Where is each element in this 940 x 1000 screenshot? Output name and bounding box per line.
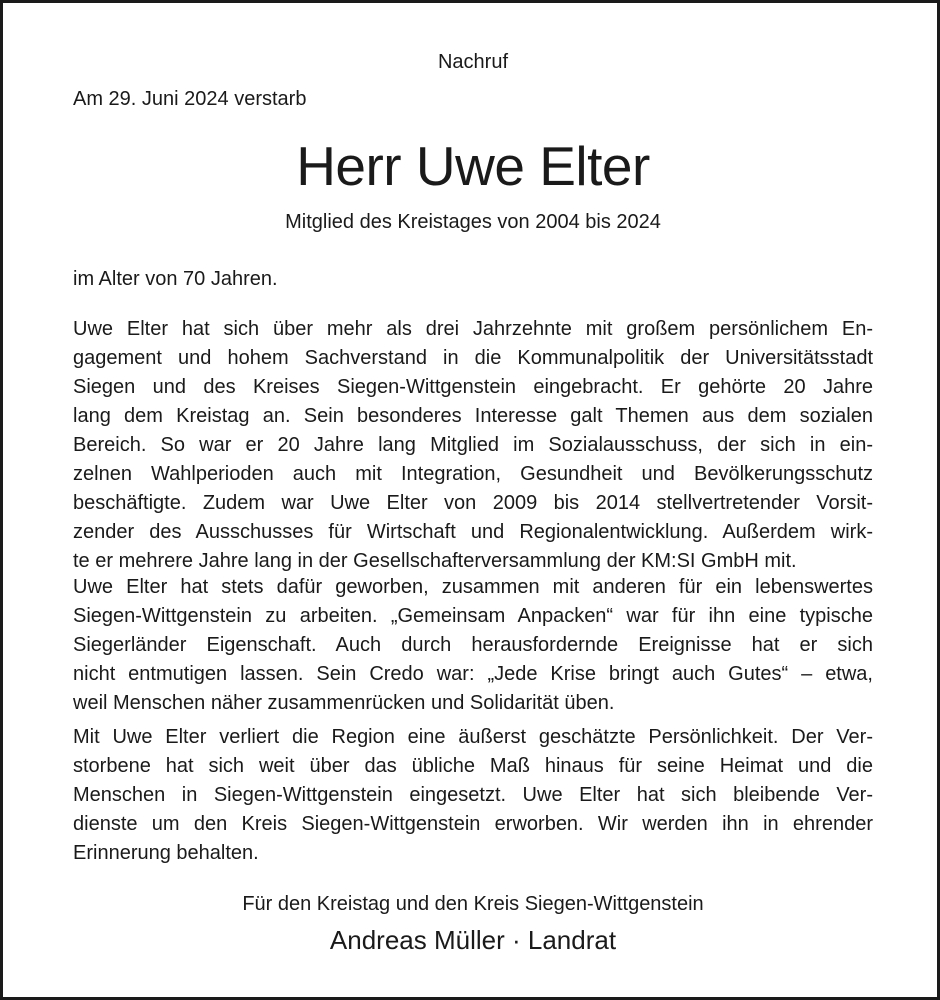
- intro-text: Am 29. Juni 2024 verstarb: [73, 88, 307, 110]
- deceased-name: Herr Uwe Elter: [296, 135, 650, 197]
- notice-heading: Nachruf: [437, 51, 509, 73]
- body-paragraph-1: [73, 315, 873, 576]
- signature-signatory: Andreas Müller · Landrat: [329, 925, 617, 955]
- paragraph-line: beschäftigte. Zudem war Uwe Elter von 2009 bis 2014 stellvertretender Vorsit-: [73, 492, 873, 514]
- paragraph-line: Mit Uwe Elter verliert die Region eine äußerst geschätzte Persönlichkeit. Der Ver-: [73, 726, 873, 748]
- paragraph-line: Uwe Elter hat stets dafür geworben, zusammen mit anderen für ein lebenswertes: [73, 576, 873, 598]
- paragraph-line: Uwe Elter hat sich über mehr als drei Jahrzehnte mit großem persönlichem En-: [73, 318, 873, 340]
- paragraph-line: gagement und hohem Sachverstand in die Kommunalpolitik der Universitätsstadt: [73, 347, 873, 369]
- paragraph-line: Menschen in Siegen-Wittgenstein eingesetzt. Uwe Elter hat sich bleibende Ver-: [73, 784, 873, 806]
- body-paragraph-2: [73, 573, 873, 718]
- paragraph-line: Bereich. So war er 20 Jahre lang Mitglied im Sozialausschuss, der sich in ein-: [73, 434, 873, 456]
- deceased-age: im Alter von 70 Jahren.: [73, 268, 278, 290]
- paragraph-line: zelnen Wahlperioden auch mit Integration, Gesundheit und Bevölkerungsschutz: [73, 463, 873, 485]
- paragraph-line: te er mehrere Jahre lang in der Gesellschafterversammlung der KM:SI GmbH mit.: [73, 550, 797, 572]
- paragraph-line: storbene hat sich weit über das übliche Maß hinaus für seine Heimat und die: [73, 755, 873, 777]
- paragraph-line: nicht entmutigen lassen. Sein Credo war: „Jede Krise bringt auch Gutes“ – etwa,: [73, 663, 873, 685]
- paragraph-line: Siegen-Wittgenstein zu arbeiten. „Gemeinsam Anpacken“ war für ihn eine typische: [73, 605, 873, 627]
- signature-organization: Für den Kreistag und den Kreis Siegen-Wittgenstein: [242, 893, 704, 915]
- paragraph-line: dienste um den Kreis Siegen-Wittgenstein erworben. Wir werden ihn in ehrender: [73, 813, 873, 835]
- paragraph-line: zender des Ausschusses für Wirtschaft und Regionalentwicklung. Außerdem wirk-: [73, 521, 873, 543]
- paragraph-line: Siegen und des Kreises Siegen-Wittgenstein eingebracht. Er gehörte 20 Jahre: [73, 376, 873, 398]
- body-paragraph-3: [73, 723, 873, 868]
- deceased-role: Mitglied des Kreistages von 2004 bis 2024: [285, 211, 661, 233]
- paragraph-line: lang dem Kreistag an. Sein besonderes Interesse galt Themen aus dem sozialen: [73, 405, 873, 427]
- paragraph-line: Siegerländer Eigenschaft. Auch durch herausfordernde Ereignisse hat er sich: [73, 634, 873, 656]
- paragraph-line: Erinnerung behalten.: [73, 842, 259, 864]
- paragraph-line: weil Menschen näher zusammenrücken und Solidarität üben.: [73, 692, 615, 714]
